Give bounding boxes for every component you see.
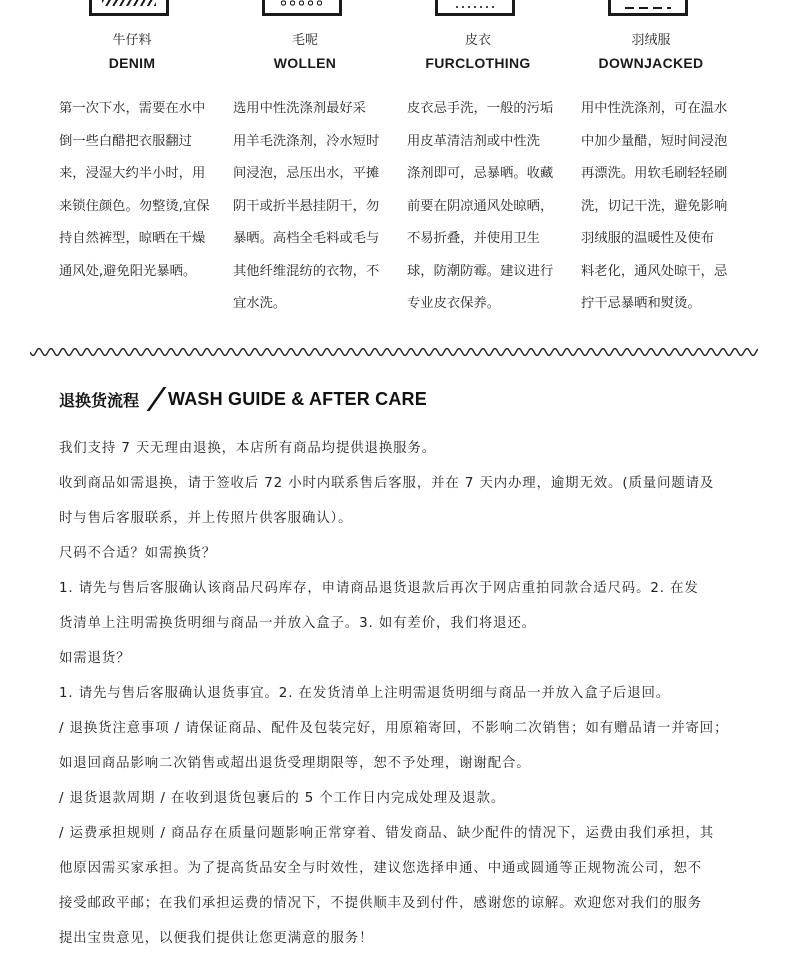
policy-line: 接受邮政平邮；在我们承担运费的情况下，不提供顺丰及到付件，感谢您的谅解。欢迎您对我们的服务 — [59, 896, 703, 911]
policy-line: 货清单上注明需换货明细与商品一并放入盒子。3. 如有差价，我们将退还。 — [59, 616, 537, 631]
care-name-en: WOLLEN — [273, 55, 337, 71]
care-line: 第一次下水，需要在水中 — [59, 101, 206, 116]
care-line: 选用中性洗涤剂最好采 — [233, 101, 366, 116]
care-line: 专业皮衣保养。 — [407, 296, 501, 311]
section-title-cn: 退换货流程 — [59, 390, 140, 410]
care-line: 再漂洗。用软毛刷轻轻刷 — [581, 166, 728, 181]
care-instructions — [233, 93, 385, 321]
care-line: 用皮革清洁剂或中性洗 — [407, 133, 540, 149]
policy-line: / 退货退款周期 / 在收到退货包裹后的 5 个工作日内完成处理及退款。 — [59, 791, 506, 806]
slash-divider-icon — [147, 387, 167, 411]
care-name-cn: 皮衣 — [464, 33, 491, 48]
policy-line: 1. 请先与售后客服确认该商品尺码库存，申请商品退货退款后再次于网店重拍同款合适尺码。2. 在发 — [59, 581, 699, 596]
care-line: 皮衣忌手洗，一般的污垢 — [407, 101, 554, 116]
policy-line: 尺码不合适？如需换货？ — [59, 546, 217, 561]
care-line: 中加少量醋，短时间浸泡 — [581, 133, 728, 149]
care-line: 来锁住颜色。勿整烫,宜保 — [59, 198, 210, 214]
policy-line: / 运费承担规则 / 商品存在质量问题影响正常穿着、错发商品、缺少配件的情况下，运费由我们承担，其 — [59, 826, 715, 841]
care-line: 其他纤维混纺的衣物，不 — [233, 263, 380, 279]
fabric-care-row — [0, 0, 790, 330]
denim-wash-symbol-icon — [89, 0, 169, 16]
care-line: 洗，切记干洗，避免影响 — [581, 198, 728, 214]
policy-line: / 退换货注意事项 / 请保证商品、配件及包装完好，用原箱寄回，不影响二次销售；如有赠品请一并寄回； — [59, 721, 729, 736]
care-line: 涤剂即可，忌暴晒。收藏 — [407, 166, 554, 181]
care-name-en: FURCLOTHING — [425, 55, 531, 71]
care-line: 通风处,避免阳光暴晒。 — [59, 263, 197, 279]
care-instructions — [581, 93, 733, 321]
care-line: 用中性洗涤剂，可在温水 — [581, 101, 728, 116]
care-line: 不易折叠，并使用卫生 — [407, 231, 540, 246]
care-line: 前要在阴凉通风处晾晒， — [407, 198, 554, 214]
care-name-en: DENIM — [108, 55, 156, 71]
care-line: 用羊毛洗涤剂，冷水短时 — [233, 133, 380, 149]
section-title — [59, 385, 427, 413]
down-jacket-symbol-icon — [608, 0, 688, 16]
care-name-cn: 羽绒服 — [631, 33, 671, 48]
policy-line: 1. 请先与售后客服确认退货事宜。2. 在发货清单上注明需退货明细与商品一并放入盒子后退回。 — [59, 686, 671, 701]
policy-line: 如退回商品影响二次销售或超出退货受理期限等，恕不予处理，谢谢配合。 — [59, 756, 531, 771]
fur-clothing-symbol-icon — [435, 0, 515, 16]
care-instructions — [59, 93, 211, 288]
care-line: 拧干忌暴晒和熨烫。 — [581, 296, 701, 311]
policy-line: 我们支持 7 天无理由退换，本店所有商品均提供退换服务。 — [59, 441, 436, 456]
policy-line: 提出宝贵意见，以便我们提供让您更满意的服务！ — [59, 931, 374, 946]
care-name-cn: 牛仔料 — [112, 33, 152, 48]
care-line: 暴晒。高档全毛料或毛与 — [233, 231, 380, 246]
care-name-cn: 毛呢 — [291, 33, 318, 48]
policy-line: 他原因需买家承担。为了提高货品安全与时效性，建议您选择申通、中通或圆通等正规物流公司，恕不 — [59, 861, 703, 876]
care-line: 倒一些白醋把衣服翻过 — [59, 133, 192, 149]
care-name-en: DOWNJACKED — [598, 55, 704, 71]
care-line: 球，防潮防霉。建议进行 — [407, 263, 554, 279]
wavy-divider — [30, 345, 758, 359]
care-instructions — [407, 93, 559, 321]
policy-line: 时与售后客服联系，并上传照片供客服确认）。 — [59, 511, 353, 526]
care-line: 宜水洗。 — [233, 296, 287, 311]
care-line: 羽绒服的温暖性及使布 — [581, 231, 714, 246]
return-policy-text — [59, 431, 735, 956]
wool-wash-symbol-icon — [262, 0, 342, 16]
care-line: 阴干或折半悬挂阴干，勿 — [233, 198, 380, 214]
policy-line: 收到商品如需退换，请于签收后 72 小时内联系售后客服，并在 7 天内办理，逾期无效。(质量问题请及 — [59, 476, 715, 491]
section-title-en: WASH GUIDE & AFTER CARE — [168, 388, 427, 409]
care-line: 间浸泡，忌压出水，平摊 — [233, 166, 380, 181]
care-line: 持自然裤型，晾晒在干燥 — [59, 231, 206, 246]
policy-line: 如需退货？ — [59, 651, 131, 666]
care-line: 料老化，通风处晾干，忌 — [581, 263, 728, 279]
care-line: 来，浸湿大约半小时，用 — [59, 166, 206, 181]
